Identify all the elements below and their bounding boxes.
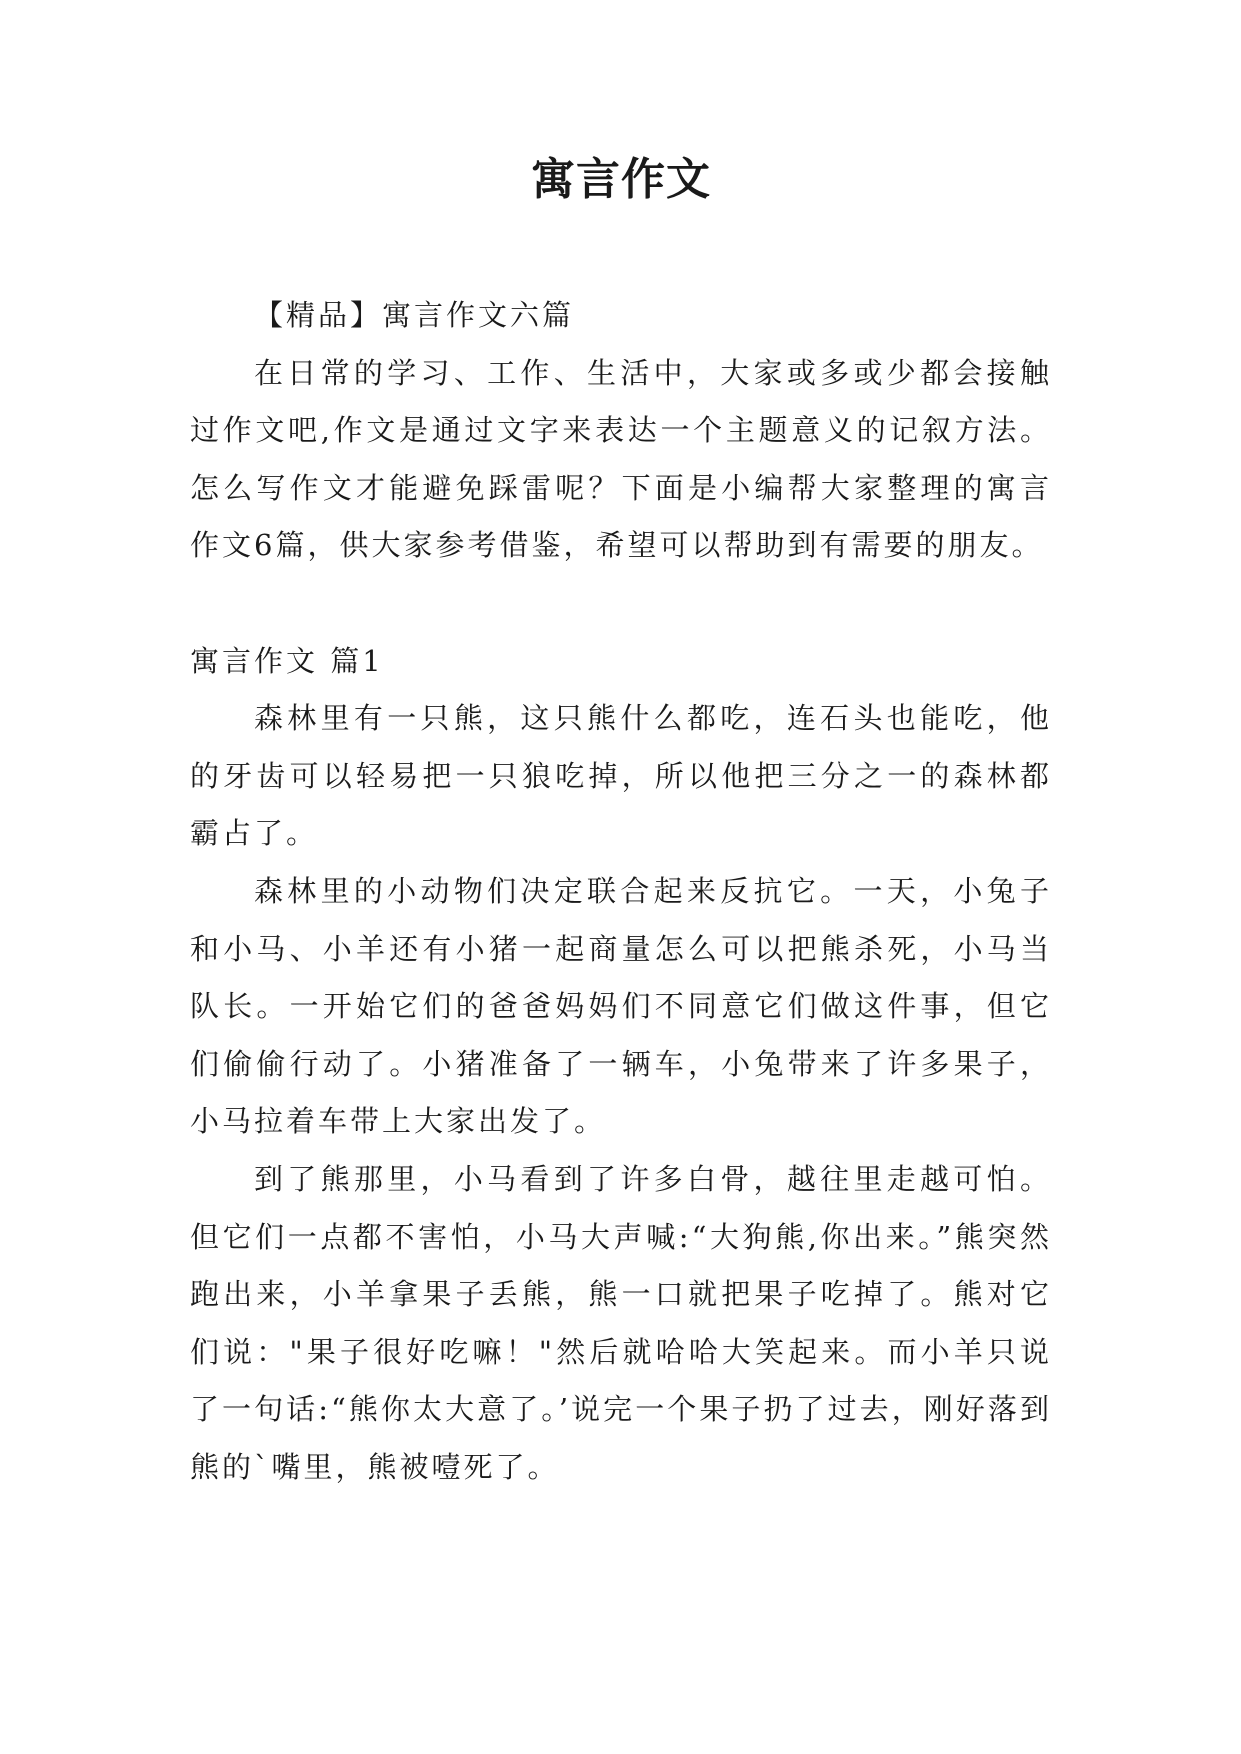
document-title: 寓言作文 bbox=[531, 154, 711, 205]
document-body bbox=[190, 287, 1052, 1496]
section-heading: 寓言作文 篇1 bbox=[190, 643, 384, 678]
paragraph-spacer bbox=[190, 575, 1052, 633]
story-paragraph-2: 森林里的小动物们决定联合起来反抗它。一天，小兔子和小马、小羊还有小猪一起商量怎么可以把熊杀死，小马当队长。一开始它们的爸爸妈妈们不同意它们做这件事，但它们偷偷行动了。小猪准备了一辆车，小兔带来了许多果子，小马拉着车带上大家出发了。 bbox=[190, 873, 1052, 1139]
intro-heading: 【精品】寓言作文六篇 bbox=[254, 298, 575, 332]
intro-paragraph: 在日常的学习、工作、生活中，大家或多或少都会接触过作文吧,作文是通过文字来表达一个主题意义的记叙方法。怎么写作文才能避免踩雷呢？下面是小编帮大家整理的寓言作文6篇，供大家参考借鉴，希望可以帮助到有需要的朋友。 bbox=[190, 355, 1052, 563]
story-paragraph-3: 到了熊那里，小马看到了许多白骨，越往里走越可怕。但它们一点都不害怕，小马大声喊:“大狗熊,你出来。”熊突然跑出来，小羊拿果子丢熊，熊一口就把果子吃掉了。熊对它们说："果子很好吃嘛！"然后就哈哈大笑起来。而小羊只说了一句话:“熊你太大意了。’说完一个果子扔了过去，刚好落到熊的`嘴里，熊被噎死了。 bbox=[190, 1161, 1052, 1484]
story-paragraph-1: 森林里有一只熊，这只熊什么都吃，连石头也能吃，他的牙齿可以轻易把一只狼吃掉，所以他把三分之一的森林都霸占了。 bbox=[190, 701, 1052, 851]
